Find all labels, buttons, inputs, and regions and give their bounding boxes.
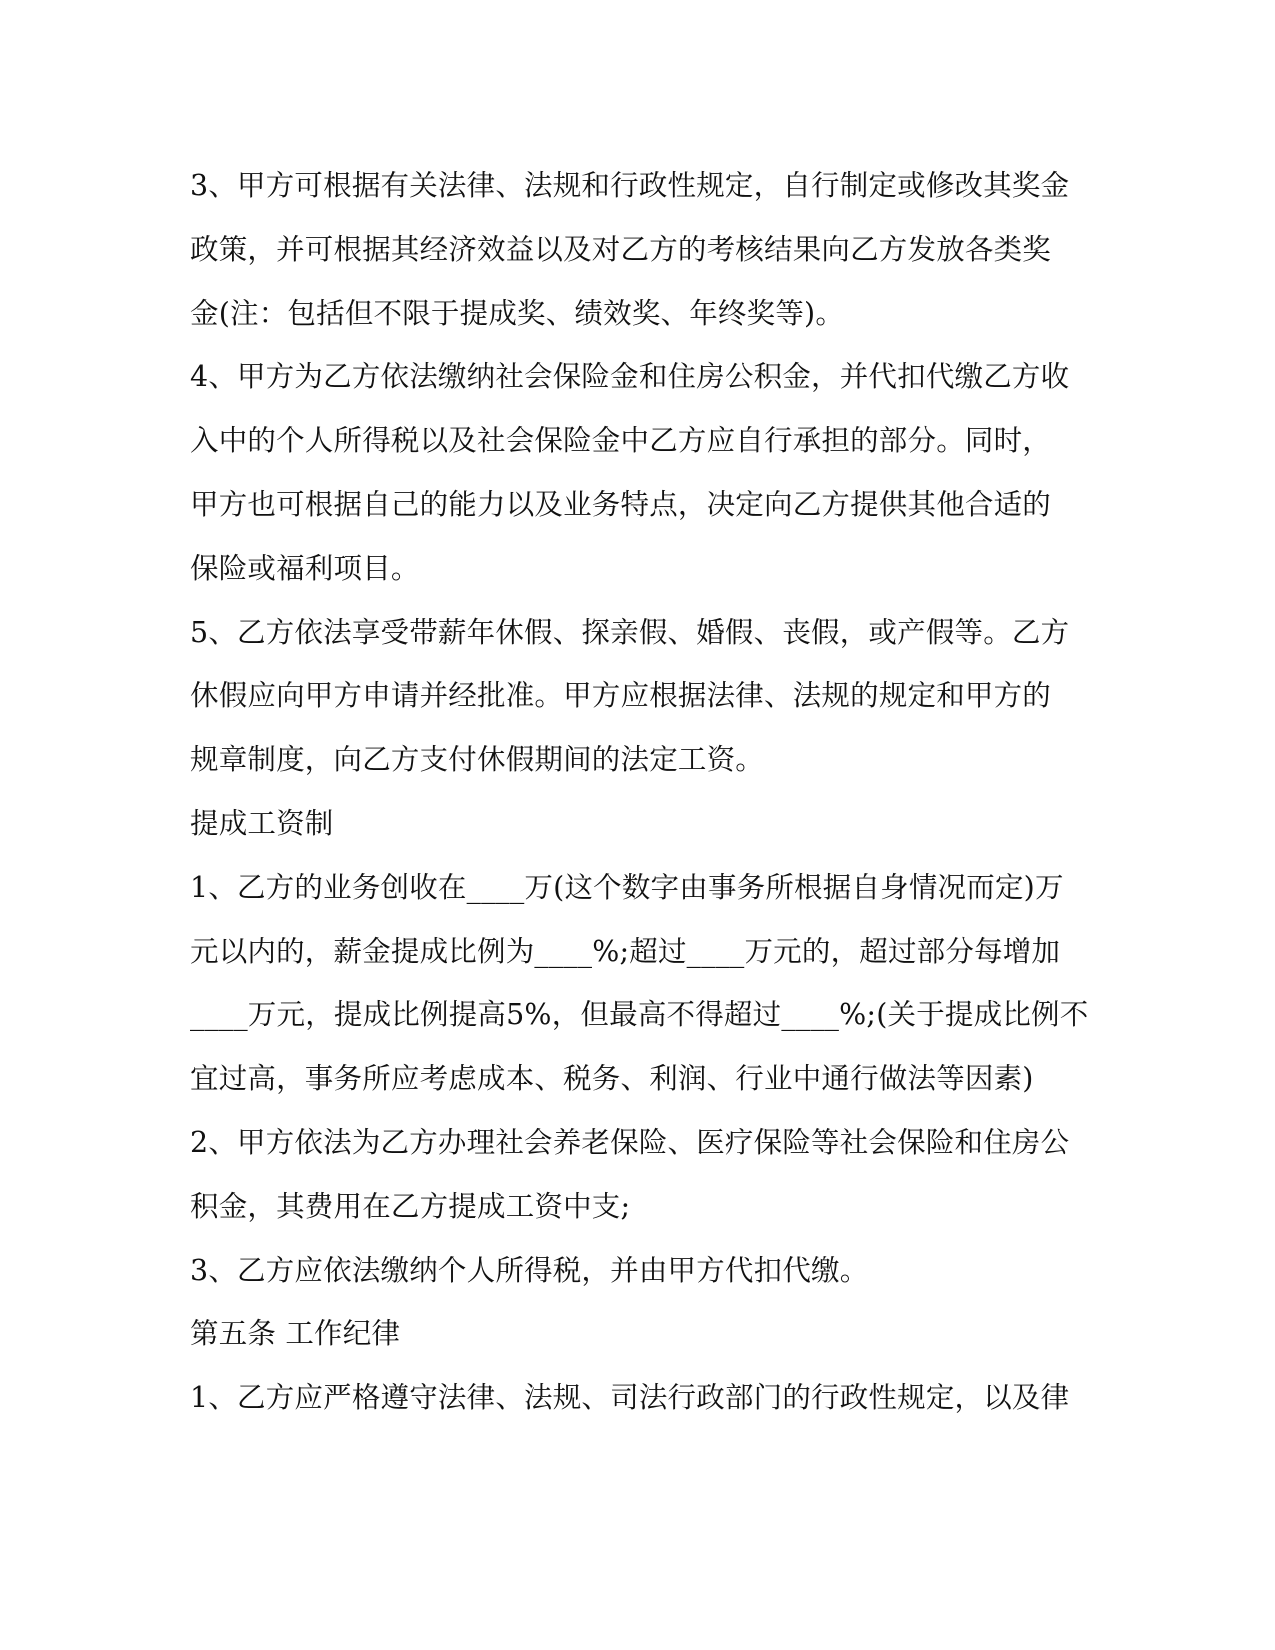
text-line: 3、甲方可根据有关法律、法规和行政性规定，自行制定或修改其奖金 — [190, 169, 1070, 202]
text-line: 3、乙方应依法缴纳个人所得税，并由甲方代扣代缴。 — [190, 1253, 869, 1287]
text-line: ____万元，提成比例提高5%，但最高不得超过____%;(关于提成比例不 — [190, 998, 1089, 1032]
document-body — [190, 154, 1089, 1430]
text-line: 1、乙方应严格遵守法律、法规、司法行政部门的行政性规定，以及律 — [190, 1381, 1070, 1415]
text-line: 1、乙方的业务创收在____万(这个数字由事务所根据自身情况而定)万 — [190, 870, 1064, 904]
text-line: 甲方也可根据自己的能力以及业务特点，决定向乙方提供其他合适的 — [190, 487, 1052, 521]
text-line: 积金，其费用在乙方提成工资中支; — [190, 1189, 631, 1223]
text-line: 入中的个人所得税以及社会保险金中乙方应自行承担的部分。同时， — [190, 424, 1052, 458]
text-line: 宜过高，事务所应考虑成本、税务、利润、行业中通行做法等因素) — [190, 1062, 1034, 1096]
text-line: 金(注：包括但不限于提成奖、绩效奖、年终奖等)。 — [190, 296, 845, 330]
article-heading: 第五条 工作纪律 — [190, 1317, 401, 1351]
text-line: 规章制度，向乙方支付休假期间的法定工资。 — [190, 743, 765, 777]
text-line: 休假应向甲方申请并经批准。甲方应根据法律、法规的规定和甲方的 — [190, 679, 1052, 713]
text-line: 4、甲方为乙方依法缴纳社会保险金和住房公积金，并代扣代缴乙方收 — [190, 360, 1070, 394]
text-line: 2、甲方依法为乙方办理社会养老保险、医疗保险等社会保险和住房公 — [190, 1125, 1070, 1159]
text-line: 元以内的，薪金提成比例为____%;超过____万元的，超过部分每增加 — [190, 934, 1061, 968]
text-line: 政策，并可根据其经济效益以及对乙方的考核结果向乙方发放各类奖 — [190, 232, 1052, 266]
section-heading: 提成工资制 — [190, 806, 334, 840]
text-line: 保险或福利项目。 — [190, 551, 420, 585]
text-line: 5、乙方依法享受带薪年休假、探亲假、婚假、丧假，或产假等。乙方 — [190, 615, 1070, 649]
